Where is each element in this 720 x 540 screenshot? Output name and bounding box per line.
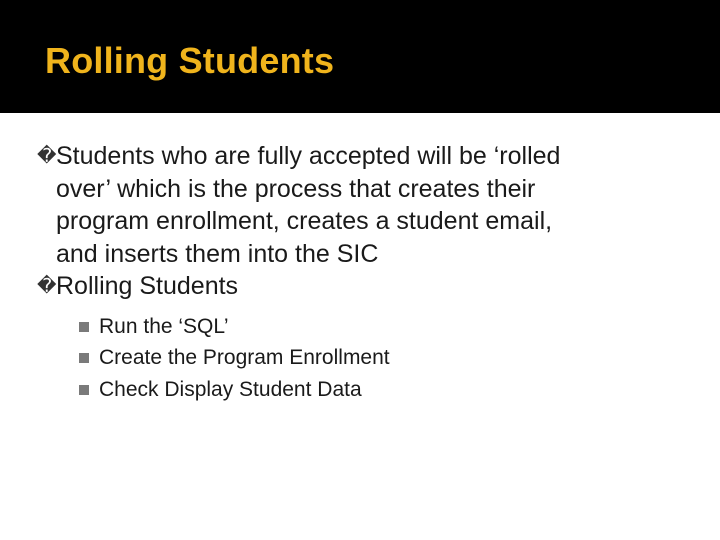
bullet-line: over’ which is the process that creates their xyxy=(56,174,536,203)
square-bullet-icon xyxy=(79,353,89,363)
bullet-item-1 xyxy=(37,140,720,270)
sub-bullet-item xyxy=(99,376,720,404)
bullet-item-2 xyxy=(37,270,720,303)
square-bullet-icon xyxy=(79,385,89,395)
sub-bullet-item xyxy=(99,344,720,372)
sub-bullet-list xyxy=(0,313,720,404)
slide-title: Rolling Students xyxy=(45,40,335,81)
bullet-line: program enrollment, creates a student email, xyxy=(56,207,553,235)
bullet-glyph-icon: � xyxy=(37,145,57,167)
sub-bullet-item xyxy=(99,313,720,341)
slide-body xyxy=(0,140,720,403)
sub-bullet-text: Create the Program Enrollment xyxy=(99,346,390,369)
title-bar xyxy=(0,0,720,113)
bullet-line: Students who are fully accepted will be ‘rolled xyxy=(56,142,561,170)
bullet-line: and inserts them into the SIC xyxy=(56,239,379,268)
bullet-glyph-icon: � xyxy=(37,275,57,297)
sub-bullet-text: Run the ‘SQL’ xyxy=(99,314,229,338)
bullet-line: Rolling Students xyxy=(56,272,239,300)
square-bullet-icon xyxy=(79,322,89,332)
sub-bullet-text: Check Display Student Data xyxy=(99,377,362,401)
